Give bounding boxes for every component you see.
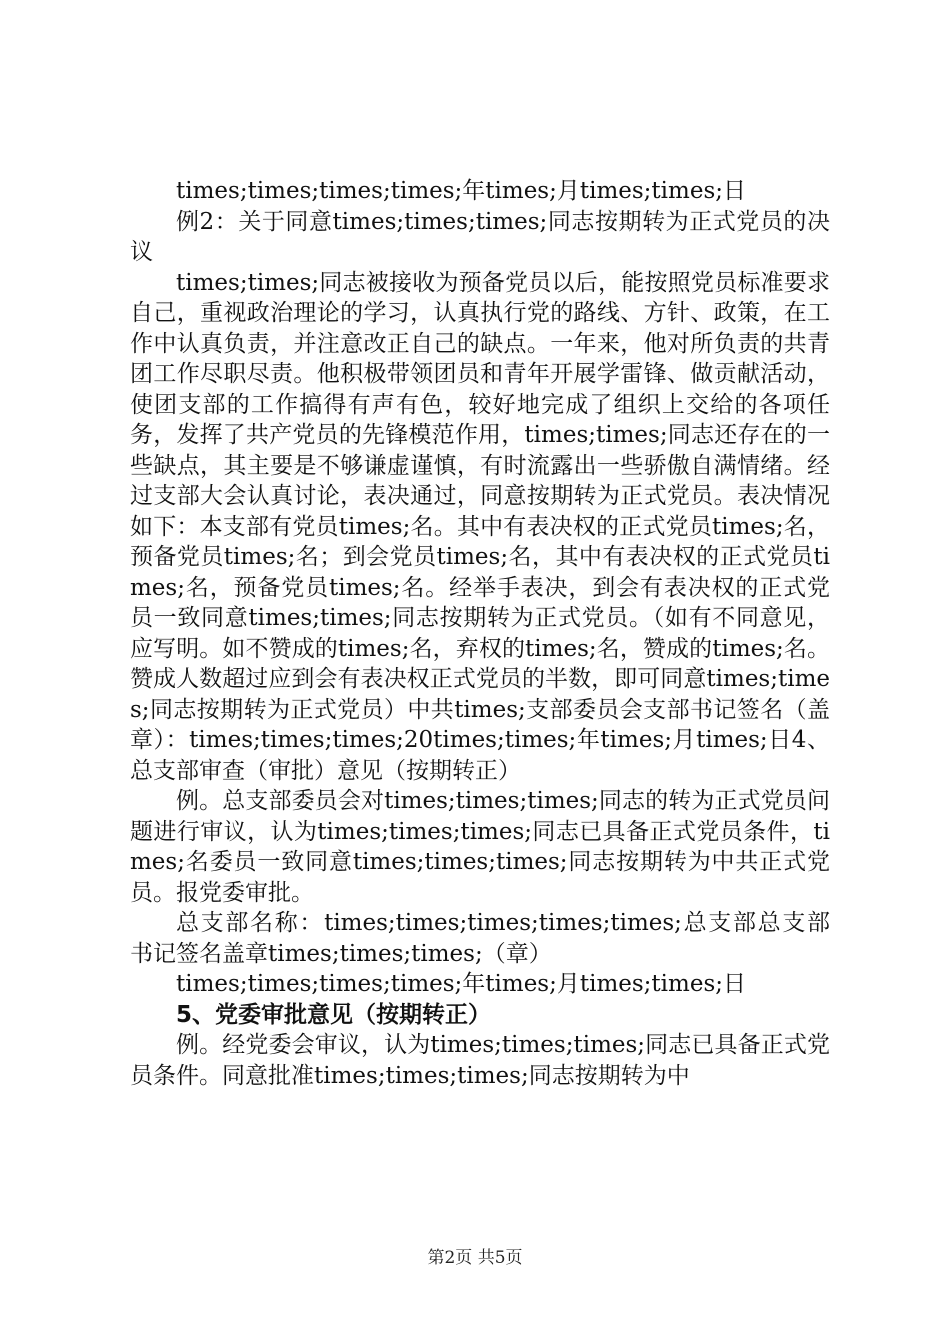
- date-line-2: times;times;times;times;年times;月times;times;日: [176, 971, 747, 997]
- document-body: [130, 176, 830, 1091]
- party-committee-approval-paragraph: 例。经党委会审议，认为times;times;times;同志已具备正式党员条件。同意批准times;times;times;同志按期转为中: [130, 1032, 830, 1089]
- resolution-body-paragraph: times;times;同志被接收为预备党员以后，能按照党员标准要求自己，重视政治理论的学习，认真执行党的路线、方针、政策，在工作中认真负责，并注意改正自己的缺点。一年来，他对所负责的共青团工作尽职尽责。他积极带领团员和青年开展学雷锋、做贡献活动，使团支部的工作搞得有声有色，较好地完成了组织上交给的各项任务，发挥了共产党员的先锋模范作用，times;times;同志还存在的一些缺点，其主要是不够谦虚谨慎，有时流露出一些骄傲自满情绪。经过支部大会认真讨论，表决通过，同意按期转为正式党员。表决情况如下：本支部有党员times;名。其中有表决权的正式党员times;名，预备党员times;名；到会党员times;名，其中有表决权的正式党员times;名，预备党员times;名。经举手表决，到会有表决权的正式党员一致同意times;times;同志按期转为正式党员。（如有不同意见，应写明。如不赞成的times;名，弃权的times;名，赞成的times;名。赞成人数超过应到会有表决权正式党员的半数，即可同意times;times;同志按期转为正式党员）中共times;支部委员会支部书记签名（盖章）：times;times;times;20times;times;年times;月times;日4、总支部审查（审批）意见（按期转正）: [130, 269, 830, 784]
- example-2-title: 例2：关于同意times;times;times;同志按期转为正式党员的决议: [130, 208, 830, 265]
- date-line: times;times;times;times;年times;月times;times;日: [176, 178, 747, 204]
- section-heading-party-committee: 5、党委审批意见（按期转正）: [176, 1001, 492, 1028]
- general-branch-review-paragraph: 例。总支部委员会对times;times;times;同志的转为正式党员问题进行审议，认为times;times;times;同志已具备正式党员条件，times;名委员一致同意times;times;times;同志按期转为中共正式党员。报党委审批。: [130, 788, 830, 906]
- general-branch-signature-line: 总支部名称：times;times;times;times;times;总支部总支部书记签名盖章times;times;times;（章）: [130, 910, 830, 967]
- page-number-footer: 第2页 共5页: [427, 1248, 523, 1268]
